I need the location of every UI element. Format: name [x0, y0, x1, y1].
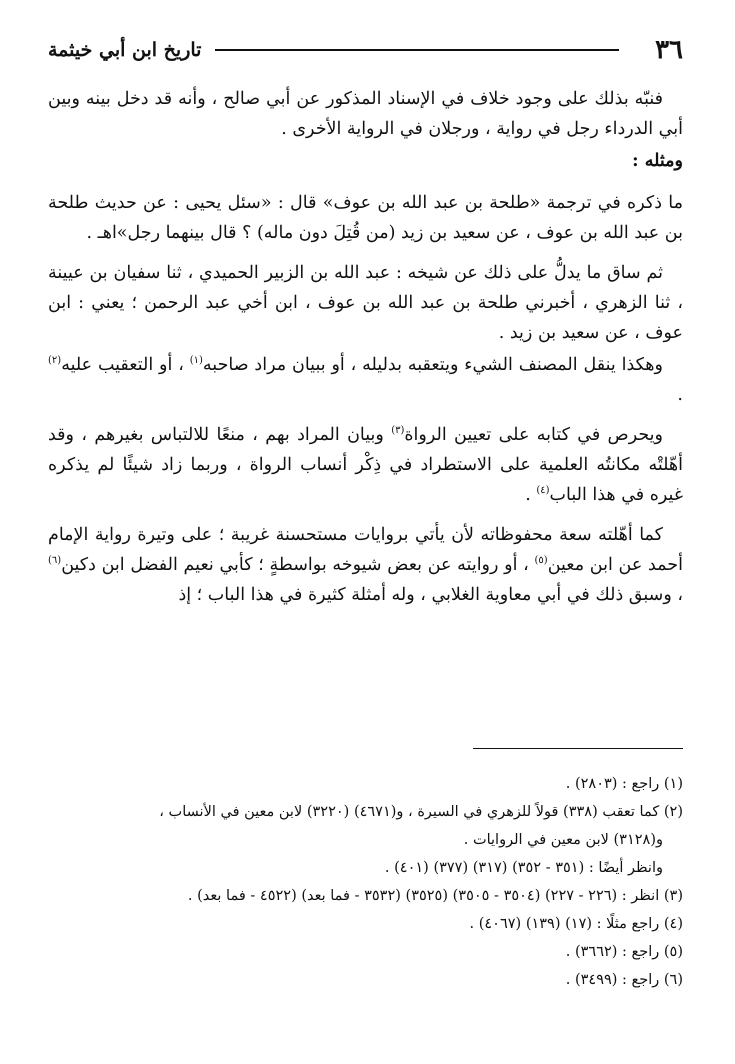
footnote-ref-6: (٦) — [48, 555, 62, 567]
footnote-separator — [473, 748, 683, 749]
paragraph-4: ثم ساق ما يدلُّ على ذلك عن شيخه : عبد الله بن الزبير الحميدي ، ثنا سفيان بن عيينة ، ثنا الزهري ، أخبرني طلحة بن عبد الله بن عوف ، ابن أخي عبد الرحمن ؛ يعني : ابن عوف ، عن سعيد بن زيد . — [48, 263, 683, 343]
footnote-ref-5: (٥) — [534, 555, 548, 567]
main-text — [48, 84, 683, 620]
paragraph-3: ما ذكره في ترجمة «طلحة بن عبد الله بن عوف» قال : «سئل يحيى : عن حديث طلحة بن عبد الله بن عوف ، عن سعيد بن زيد (من قُتِلَ دون ماله) ؟ قال بينهما رجل»اهـ . — [48, 193, 683, 243]
footnote-1: (١) راجع : (٢٨٠٣) . — [565, 776, 683, 792]
footnote-6: (٦) راجع : (٣٤٩٩) . — [565, 972, 683, 988]
page-header — [48, 30, 683, 70]
paragraph-7-text-a: كما أهّلته سعة محفوظاته لأن يأتي بروايات مستحسنة غريبة ؛ على وتيرة رواية الإمام أحمد عن ابن معين — [48, 525, 683, 575]
paragraph-7-text-b: ، أو روايته عن بعض شيوخه بواسطةٍ ؛ كأبي نعيم الفضل ابن دكين — [61, 555, 535, 575]
footnote-ref-2: (٢) — [48, 355, 62, 367]
footnote-2-line-3: وانظر أيضًا : (٣٥١ - ٣٥٢) (٣١٧) (٣٧٧) (٤٠١) . — [384, 860, 663, 876]
paragraph-6-text-a: ويحرص في كتابه على تعيين الرواة — [404, 425, 663, 445]
paragraph-6-text-b: وبيان المراد بهم ، منعًا للالتباس بغيرهم ، وقد أهّلتْه مكانتُه العلمية على الاستطراد في ذِكْر أنساب الرواة ، وربما زاد شيئًا لم يذكره غيره في هذا الباب — [48, 425, 683, 505]
paragraph-6 — [48, 420, 683, 510]
running-title: تاريخ ابن أبي خيثمة — [48, 39, 202, 61]
footnote-5: (٥) راجع : (٣٦٦٢) . — [565, 944, 683, 960]
paragraph-6-text-c: . — [525, 485, 537, 505]
page-number: ٣٦ — [655, 35, 683, 65]
footnote-2-line-1: (٢) كما تعقب (٣٣٨) قولاً للزهري في السيرة ، و(٤٦٧١) (٣٢٢٠) لابن معين في الأنساب ، — [159, 804, 683, 820]
footnote-3: (٣) انظر : (٢٢٦ - ٢٢٧) (٣٥٠٤ - ٣٥٠٥) (٣٥٢٥) (٣٥٣٢ - فما بعد) (٤٥٢٢ - فما بعد) . — [187, 888, 683, 904]
footnotes — [48, 770, 683, 994]
footnote-2-line-2: و(٣١٢٨) لابن معين في الروايات . — [463, 832, 663, 848]
paragraph-1: فنبّه بذلك على وجود خلاف في الإسناد المذكور عن أبي صالح ، وأنه قد دخل بينه وبين أبي الدرداء رجل في رواية ، ورجلان في الرواية الأخرى . — [48, 89, 683, 139]
paragraph-5-text-a: وهكذا ينقل المصنف الشيء ويتعقبه بدليله ، أو ببيان مراد صاحبه — [202, 355, 663, 375]
paragraph-2: ومثله : — [632, 151, 683, 171]
footnote-ref-3: (٣) — [391, 425, 405, 437]
footnote-ref-4: (٤) — [536, 485, 550, 497]
paragraph-5-text-c: . — [677, 385, 683, 405]
footnote-ref-1: (١) — [189, 355, 203, 367]
paragraph-7-text-c: ، وسبق ذلك في أبي معاوية الغلابي ، وله أمثلة كثيرة في هذا الباب ؛ إذ — [178, 585, 683, 605]
paragraph-5 — [48, 350, 683, 410]
header-rule — [215, 49, 619, 51]
footnote-4: (٤) راجع مثلًا : (١٧) (١٣٩) (٤٠٦٧) . — [469, 916, 683, 932]
paragraph-5-text-b: ، أو التعقيب عليه — [61, 355, 190, 375]
paragraph-7 — [48, 520, 683, 610]
